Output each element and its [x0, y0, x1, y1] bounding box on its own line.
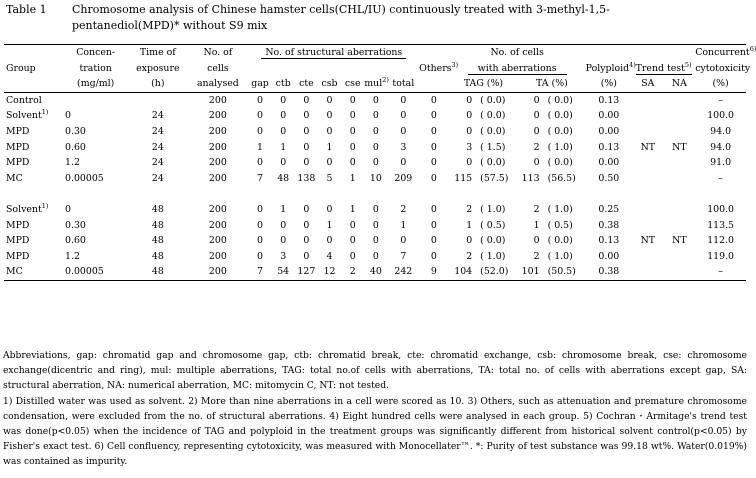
table-row: [4, 233, 746, 249]
cell-gap: 0: [257, 250, 263, 262]
table-row: [4, 108, 746, 124]
cell-sa: [632, 218, 664, 234]
cell-mul: 0: [372, 235, 379, 247]
cell-tagp: ( 0.0): [480, 110, 506, 122]
cell-ctb: 0: [280, 219, 287, 231]
cell-tap: ( 0.0): [547, 94, 573, 106]
cell-poly: 0.13: [598, 141, 620, 153]
cell-tagp: ( 1.0): [480, 250, 506, 262]
cell-conc: 0.30: [65, 125, 86, 137]
chromosome-table: [4, 44, 756, 281]
cell-cte: 0: [303, 219, 310, 231]
cell-cells: 200: [208, 94, 227, 106]
cell-na: [664, 249, 696, 265]
cell-ctb: 0: [280, 125, 287, 137]
cell-na: [664, 92, 696, 108]
cell-cells: 200: [208, 250, 227, 262]
cell-cyto: –: [718, 172, 723, 184]
cell-group: MPD: [6, 235, 30, 247]
cell-cyto: 112.0: [707, 235, 735, 247]
cell-sa: [632, 264, 664, 280]
cell-time: 48: [151, 203, 164, 215]
cell-total: 242: [387, 264, 419, 280]
cell-tagp: ( 1.5): [480, 141, 506, 153]
cell-group: MC: [6, 172, 23, 184]
cell-conc: 0: [65, 203, 71, 215]
cell-total: 0: [400, 157, 407, 169]
cell-csb: 0: [326, 94, 333, 106]
cell-cse: 0: [349, 125, 356, 137]
trend-header: Trend test$^{5)}$: [635, 60, 692, 74]
cell-time: 24: [151, 125, 164, 137]
cell-tagp: (57.5): [480, 172, 509, 184]
cell-gap: 0: [257, 110, 263, 122]
cell-cells: 200: [208, 157, 227, 169]
table-row: [4, 155, 746, 171]
cell-cte: 0: [303, 94, 310, 106]
cell-ctb: 3: [280, 250, 287, 262]
cell-tag: 0: [466, 235, 473, 247]
cell-total: 0: [400, 235, 407, 247]
cell-group: Solvent$^{1)}$: [6, 201, 49, 215]
cell-tagp: ( 0.0): [480, 94, 506, 106]
cell-cells: 200: [208, 235, 227, 247]
cell-others: 0: [430, 157, 437, 169]
cell-na: [664, 108, 696, 124]
cell-cse: 2: [341, 264, 364, 280]
cell-others: 0: [430, 141, 437, 153]
cell-cte: 0: [303, 203, 310, 215]
cell-ta: 2: [533, 250, 540, 262]
cell-cse: 0: [349, 94, 356, 106]
cell-gap: 0: [257, 203, 263, 215]
cell-total: 2: [400, 203, 407, 215]
cell-cse: 0: [349, 250, 356, 262]
cell-cse: 1: [349, 172, 356, 184]
cell-mul: 0: [372, 94, 379, 106]
cell-poly: 0.00: [598, 250, 620, 262]
cell-gap: 0: [257, 157, 263, 169]
cell-poly: 0.00: [598, 157, 620, 169]
cell-time: 24: [151, 110, 164, 122]
cell-conc: 1.2: [65, 157, 80, 169]
cell-na: [664, 171, 696, 187]
cell-cse: 0: [349, 219, 356, 231]
cell-poly: 0.13: [598, 94, 620, 106]
cell-others: 0: [430, 94, 437, 106]
cell-na: NT: [672, 235, 687, 247]
cell-total: 0: [400, 125, 407, 137]
cell-time: 48: [128, 264, 187, 280]
cell-cells: 200: [208, 219, 227, 231]
cell-cyto: –: [695, 264, 746, 280]
table-notes: [3, 348, 747, 470]
rows-24h: [4, 92, 746, 186]
cell-tag: 3: [466, 141, 473, 153]
cell-mul: 0: [372, 125, 379, 137]
cell-mul: 10: [369, 172, 382, 184]
cell-cyto: 91.0: [710, 157, 732, 169]
cell-time: 48: [151, 250, 164, 262]
cell-tag: 2: [466, 250, 473, 262]
cell-conc: 0.30: [65, 219, 86, 231]
cell-cells: 200: [187, 264, 248, 280]
cell-csb: 12: [318, 264, 341, 280]
cell-na: [664, 202, 696, 218]
cell-sa: [632, 171, 664, 187]
cell-mul: 0: [372, 250, 379, 262]
cell-na: [664, 155, 696, 171]
cell-time: 48: [151, 235, 164, 247]
cell-cse: 1: [349, 203, 356, 215]
cell-tagp: ( 0.0): [480, 157, 506, 169]
cell-cte: 127: [295, 264, 318, 280]
cell-ta: 0: [533, 94, 540, 106]
cell-gap: 7: [248, 264, 271, 280]
cell-sa: [632, 92, 664, 108]
cell-poly: 0.00: [598, 110, 620, 122]
cell-group: MPD: [6, 157, 30, 169]
cell-tap: (56.5): [547, 172, 576, 184]
cell-gap: 0: [257, 125, 263, 137]
others-header: Others$^{3)}$: [419, 60, 459, 74]
table-row: [4, 202, 746, 218]
cell-csb: 4: [326, 250, 333, 262]
cell-cells: 200: [208, 141, 227, 153]
cell-ta: 0: [533, 110, 540, 122]
cell-group: Solvent$^{1)}$: [6, 108, 49, 122]
cell-poly: 0.50: [598, 172, 620, 184]
cell-na: [664, 124, 696, 140]
group-header: Group: [6, 62, 36, 74]
cell-cse: 0: [349, 141, 356, 153]
cell-cells: 200: [208, 172, 227, 184]
cell-ta: 101: [518, 264, 545, 280]
cell-ta: 0: [533, 235, 540, 247]
cell-group: MPD: [6, 219, 30, 231]
cell-group: Control: [6, 94, 42, 106]
cell-cyto: 119.0: [707, 250, 735, 262]
polyploid-header: Polyploid$^{4)}$: [585, 60, 636, 74]
title-line-1: Chromosome analysis of Chinese hamster cells(CHL/IU) continuously treated with 3-methyl-1,5-: [72, 3, 610, 16]
cell-time: 24: [151, 141, 164, 153]
cell-ctb: 54: [272, 264, 295, 280]
cell-csb: 1: [326, 219, 333, 231]
abbreviations-note: Abbreviations, gap: chromatid gap and chromosome gap, ctb: chromatid break, cte: chromatid exchange, csb: chromosome break, cse: chromosome exchange(dicentric and ring), mul: multiple aberrations, TAG: total no.of cells with aberrations, TA: total no. of cells with aberrations except gap, SA: structural aberration, NA: numerical aberration, MC: mitomycin C, NT: not tested.: [3, 350, 747, 392]
cell-total: 3: [400, 141, 407, 153]
table-row: [4, 249, 746, 265]
cell-ta: 2: [533, 203, 540, 215]
cell-sa: [632, 108, 664, 124]
cell-sa: NT: [640, 141, 656, 153]
cell-cyto: 94.0: [710, 141, 732, 153]
cell-others: 0: [430, 172, 437, 184]
cell-tag: 0: [466, 110, 473, 122]
cell-cte: 0: [303, 235, 310, 247]
cell-tap: ( 0.0): [547, 125, 573, 137]
table-label: Table 1: [6, 3, 47, 16]
cell-mul: 0: [372, 157, 379, 169]
cell-poly: 0.38: [586, 264, 632, 280]
cell-cyto: 100.0: [707, 110, 735, 122]
cell-conc: 0.60: [65, 141, 86, 153]
cell-ta: 113: [521, 172, 540, 184]
cell-cte: 138: [297, 172, 316, 184]
cell-cse: 0: [349, 157, 356, 169]
cell-tagp: (52.0): [478, 264, 518, 280]
cell-conc: 1.2: [65, 250, 80, 262]
cell-poly: 0.00: [598, 125, 620, 137]
cell-gap: 7: [257, 172, 263, 184]
header-row-3: (mg/ml) (h) analysed gap ctb cte csb cse mul$^{2)}$ total TAG (%) TA (%) (%) SA NA (%): [4, 76, 746, 92]
cell-mul: 0: [372, 141, 379, 153]
cell-poly: 0.25: [598, 203, 620, 215]
cell-time: 48: [151, 219, 164, 231]
cells-header: No. of: [187, 45, 248, 61]
cell-tag: 104: [449, 264, 479, 280]
cell-tap: (50.5): [546, 264, 586, 280]
cell-gap: 0: [257, 219, 263, 231]
header-row-2: Group tration exposure cells Others$^{3)}$ with aberrations Polyploid$^{4)}$ Trend test$^{5)}$ cytotoxicity: [4, 61, 746, 77]
cell-gap: 0: [257, 235, 263, 247]
cell-conc: [63, 92, 128, 108]
cell-cyto: 113.5: [707, 219, 735, 231]
cell-cte: 0: [303, 141, 310, 153]
table-row: [4, 92, 746, 108]
time-header: Time of: [128, 45, 187, 61]
cell-sa: [632, 155, 664, 171]
footnotes: 1) Distilled water was used as solvent. 2) More than nine aberrations in a cell were scored as 10. 3) Others, such as attenuation and premature chromosome condensation, were excluded from the no. of structural aberrations. 4) Eight hundred cells were analysed in each group. 5) Cochran・Armitage's trend test was done(p<0.05) when the incidence of TAG and polyploid in the treatment groups was significantly different from historical solvent control(p<0.05) by Fisher's exact test. 6) Cell confluency, representing cytotoxicity, was measured with Monocellater™. *: Purity of test substance was 99.18 wt%. Water(0.019%) was contained as impurity.: [3, 395, 747, 468]
cell-cte: 0: [303, 125, 310, 137]
table-row: [4, 264, 746, 280]
cell-sa: [632, 202, 664, 218]
cell-tag: 2: [466, 203, 473, 215]
cell-cse: 0: [349, 235, 356, 247]
cell-cse: 0: [349, 110, 356, 122]
cell-group: MPD: [6, 250, 30, 262]
cell-mul: 0: [372, 203, 379, 215]
cell-tap: ( 0.0): [547, 110, 573, 122]
cell-tag: 0: [466, 125, 473, 137]
cell-cells: 200: [208, 110, 227, 122]
title-line-2: pentanediol(MPD)* without S9 mix: [72, 19, 268, 32]
cell-tagp: ( 0.0): [480, 125, 506, 137]
cell-cte: 0: [303, 250, 310, 262]
cell-csb: 0: [326, 110, 333, 122]
rows-48h: [4, 202, 746, 280]
cell-na: [664, 264, 696, 280]
table-title: [6, 2, 746, 34]
cell-group: MPD: [6, 141, 30, 153]
cell-ctb: 0: [280, 94, 287, 106]
cell-tagp: ( 1.0): [480, 203, 506, 215]
cell-cells: 200: [208, 203, 227, 215]
cell-poly: 0.38: [598, 219, 620, 231]
cell-gap: 0: [257, 94, 263, 106]
cell-mul: 0: [372, 110, 379, 122]
cell-csb: 0: [326, 203, 333, 215]
cell-cells: 200: [208, 125, 227, 137]
cell-csb: 5: [326, 172, 333, 184]
cell-poly: 0.13: [598, 235, 620, 247]
cell-tap: ( 0.0): [547, 235, 573, 247]
cell-ta: 2: [533, 141, 540, 153]
structural-header: No. of structural aberrations: [261, 47, 406, 59]
cell-tag: 115: [454, 172, 473, 184]
cell-others: 0: [430, 125, 437, 137]
cell-cte: 0: [303, 110, 310, 122]
cell-cte: 0: [303, 157, 310, 169]
header-row-1: [4, 45, 746, 61]
table-row: [4, 171, 746, 187]
cell-cyto: 100.0: [707, 203, 735, 215]
cell-mul: 40: [364, 264, 387, 280]
cell-total: 1: [400, 219, 407, 231]
cell-tag: 0: [466, 157, 473, 169]
table-row: [4, 140, 746, 156]
cell-csb: 1: [326, 141, 333, 153]
cell-tag: 0: [466, 94, 473, 106]
cell-time: [128, 92, 187, 108]
cell-total: 0: [400, 110, 407, 122]
conc-header: Concen-: [63, 45, 128, 61]
cell-others: 0: [430, 250, 437, 262]
cell-ta: 0: [533, 157, 540, 169]
cell-conc: 0.60: [65, 235, 86, 247]
cell-gap: 1: [257, 141, 263, 153]
cell-ta: 0: [533, 125, 540, 137]
cell-group: MC: [4, 264, 63, 280]
cell-others: 0: [430, 219, 437, 231]
cell-total: 7: [400, 250, 407, 262]
cell-sa: [632, 124, 664, 140]
with-ab-header-1: No. of cells: [449, 45, 586, 61]
cell-total: 209: [394, 172, 413, 184]
cell-tap: ( 0.5): [547, 219, 573, 231]
cell-cyto: 94.0: [710, 125, 732, 137]
cell-ta: 1: [533, 219, 540, 231]
cell-time: 24: [151, 172, 164, 184]
cell-sa: NT: [640, 235, 656, 247]
cell-ctb: 48: [277, 172, 290, 184]
cell-na: [664, 218, 696, 234]
cyto-header-1: Concurrent$^{6)}$: [695, 45, 746, 61]
cell-others: 0: [430, 203, 437, 215]
cell-csb: 0: [326, 125, 333, 137]
cell-ctb: 1: [280, 203, 287, 215]
cell-conc: 0.00005: [63, 264, 128, 280]
cell-tap: ( 1.0): [547, 250, 573, 262]
table-row: [4, 124, 746, 140]
cell-ctb: 0: [280, 157, 287, 169]
cell-conc: 0.00005: [65, 172, 104, 184]
cell-mul: 0: [372, 219, 379, 231]
cell-group: MPD: [6, 125, 30, 137]
cell-na: NT: [672, 141, 687, 153]
cell-tagp: ( 0.0): [480, 235, 506, 247]
cell-others: 0: [430, 235, 437, 247]
cell-tap: ( 1.0): [547, 203, 573, 215]
table-row: [4, 218, 746, 234]
cell-tag: 1: [466, 219, 473, 231]
cell-others: 0: [430, 110, 437, 122]
cell-tap: ( 1.0): [547, 141, 573, 153]
cell-others: 9: [419, 264, 449, 280]
cell-time: 24: [151, 157, 164, 169]
cell-ctb: 0: [280, 110, 287, 122]
cell-total: 0: [400, 94, 407, 106]
cell-cyto: –: [718, 94, 723, 106]
cell-csb: 0: [326, 235, 333, 247]
cell-ctb: 1: [280, 141, 287, 153]
cell-sa: [632, 249, 664, 265]
cell-tagp: ( 0.5): [480, 219, 506, 231]
cell-conc: 0: [65, 110, 71, 122]
cell-tap: ( 0.0): [547, 157, 573, 169]
cell-csb: 0: [326, 157, 333, 169]
cell-ctb: 0: [280, 235, 287, 247]
